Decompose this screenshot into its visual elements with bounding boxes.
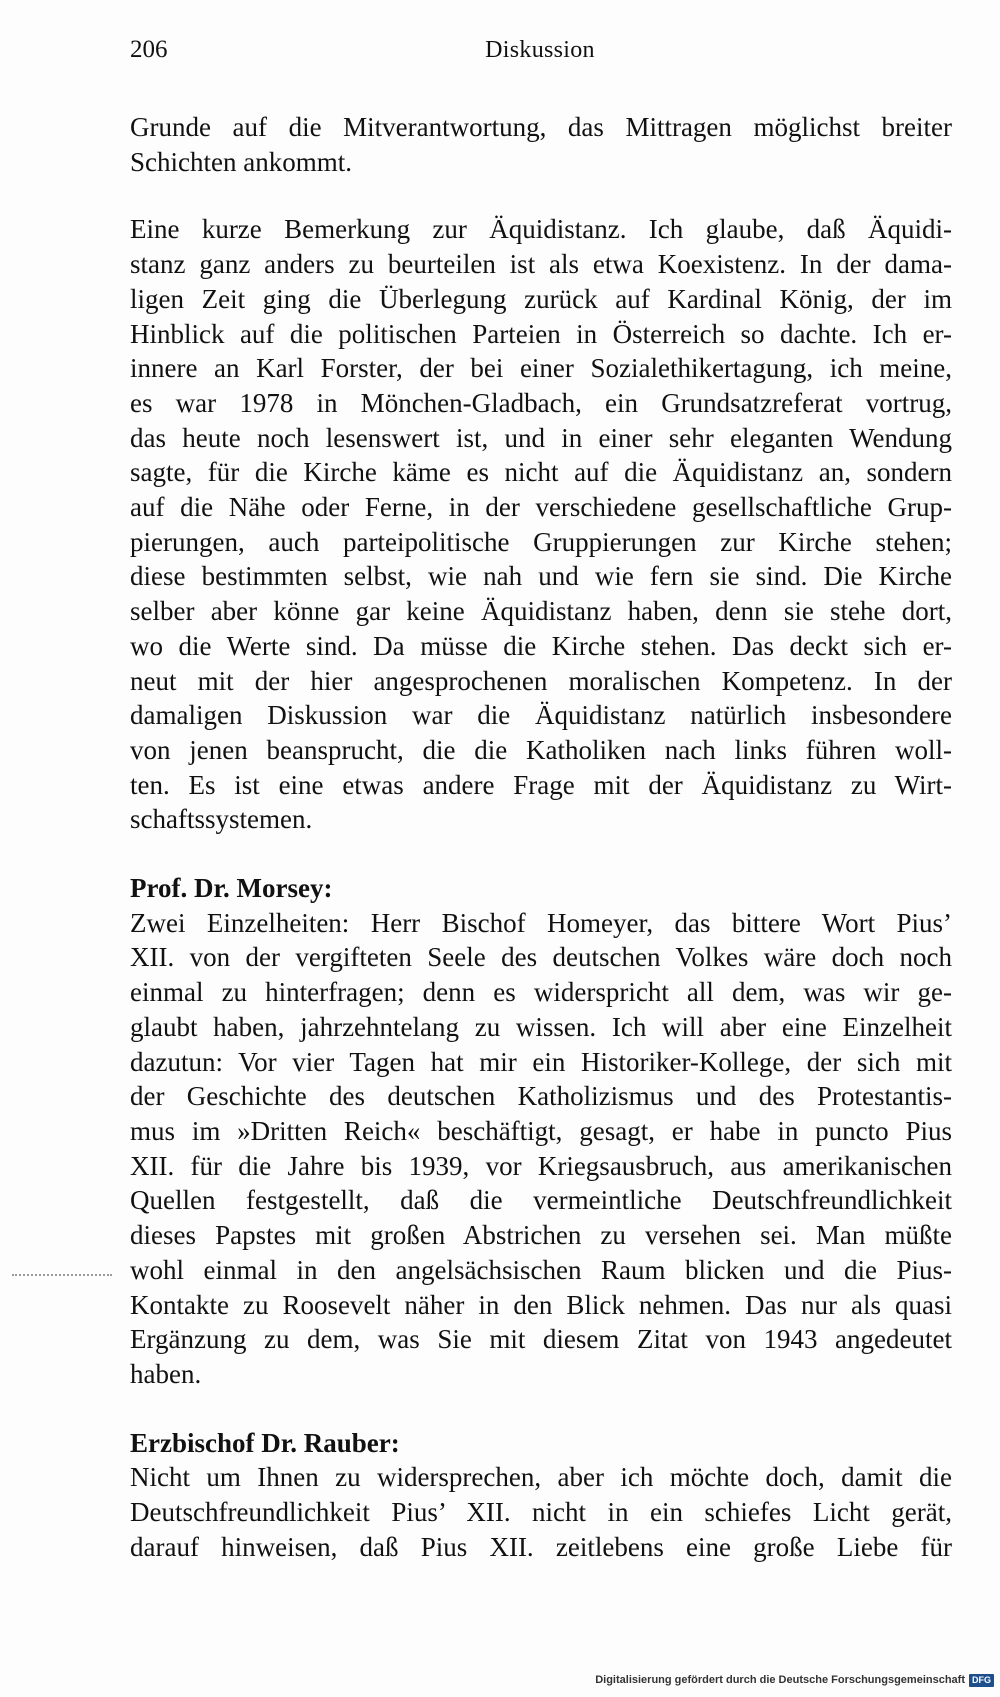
text-line: der Geschichte des deutschen Katholizismus und des Protestantis- bbox=[130, 1081, 952, 1112]
text-line: Nicht um Ihnen zu widersprechen, aber ich möchte doch, damit die bbox=[130, 1462, 952, 1493]
text-line: wo die Werte sind. Da müsse die Kirche stehen. Das deckt sich er- bbox=[130, 630, 952, 661]
text-line: ten. Es ist eine etwas andere Frage mit der Äquidistanz zu Wirt- bbox=[130, 769, 952, 800]
text-line: es war 1978 in Mönchen-Gladbach, ein Grundsatzreferat vortrug, bbox=[130, 387, 952, 418]
text-line: Kontakte zu Roosevelt näher in den Blick nehmen. Das nur als quasi bbox=[130, 1289, 952, 1320]
text-line: damaligen Diskussion war die Äquidistanz natürlich insbesondere bbox=[130, 700, 952, 731]
text-line: das heute noch lesenswert ist, und in einer sehr eleganten Wendung bbox=[130, 422, 952, 453]
text-line: Quellen festgestellt, daß die vermeintliche Deutschfreundlichkeit bbox=[130, 1185, 952, 1216]
page-number: 206 bbox=[130, 36, 168, 63]
text-line: diese bestimmten selbst, wie nah und wie fern sie sind. Die Kirche bbox=[130, 561, 952, 592]
text-line: darauf hinweisen, daß Pius XII. zeitlebens eine große Liebe für bbox=[130, 1531, 952, 1562]
text-line: ligen Zeit ging die Überlegung zurück auf Kardinal König, der im bbox=[130, 283, 952, 314]
paragraph bbox=[130, 1426, 952, 1565]
text-line: Deutschfreundlichkeit Pius’ XII. nicht in ein schiefes Licht gerät, bbox=[130, 1497, 952, 1528]
text-line: XII. von der vergifteten Seele des deutschen Volkes wäre doch noch bbox=[130, 942, 952, 973]
text-line: selber aber könne gar keine Äquidistanz haben, denn sie stehe dort, bbox=[130, 596, 952, 627]
text-line: Eine kurze Bemerkung zur Äquidistanz. Ich glaube, daß Äquidi- bbox=[130, 214, 952, 245]
text-line: sagte, für die Kirche käme es nicht auf die Äquidistanz an, sondern bbox=[130, 457, 952, 488]
text-line: innere an Karl Forster, der bei einer Sozialethikertagung, ich meine, bbox=[130, 353, 952, 384]
paragraph bbox=[130, 110, 952, 179]
speaker-name: Erzbischof Dr. Rauber: bbox=[130, 1427, 400, 1458]
running-head: Diskussion bbox=[485, 37, 595, 63]
text-line: haben. bbox=[130, 1358, 202, 1389]
text-line: stanz ganz anders zu beurteilen ist als etwa Koexistenz. In der dama- bbox=[130, 249, 952, 280]
paragraph bbox=[130, 871, 952, 1392]
text-line: Grunde auf die Mitverantwortung, das Mittragen möglichst breiter bbox=[130, 112, 952, 142]
text-line: dazutun: Vor vier Tagen hat mir ein Historiker-Kollege, der sich mit bbox=[130, 1046, 952, 1077]
text-line: schaftssystemen. bbox=[130, 804, 313, 835]
paragraph bbox=[130, 212, 952, 837]
scan-dotted-mark bbox=[12, 1274, 112, 1280]
page-header bbox=[130, 32, 950, 68]
text-line: Hinblick auf die politischen Parteien in Österreich so dachte. Ich er- bbox=[130, 318, 952, 349]
speaker-name: Prof. Dr. Morsey: bbox=[130, 873, 333, 904]
text-line: XII. für die Jahre bis 1939, vor Kriegsausbruch, aus amerikanischen bbox=[130, 1150, 952, 1181]
text-line: mus im »Dritten Reich« beschäftigt, gesagt, er habe in puncto Pius bbox=[130, 1115, 952, 1146]
text-line: pierungen, auch parteipolitische Gruppierungen zur Kirche stehen; bbox=[130, 526, 952, 557]
footer-text: Digitalisierung gefördert durch die Deutsche Forschungsgemeinschaft bbox=[595, 1674, 965, 1686]
body-text bbox=[130, 110, 952, 1598]
text-line: einmal zu hinterfragen; denn es widerspricht all dem, was wir ge- bbox=[130, 977, 952, 1008]
text-line: Ergänzung zu dem, was Sie mit diesem Zitat von 1943 angedeutet bbox=[130, 1324, 952, 1355]
text-line: von jenen beansprucht, die die Katholiken nach links führen woll- bbox=[130, 734, 952, 765]
text-line: glaubt haben, jahrzehntelang zu wissen. Ich will aber eine Einzelheit bbox=[130, 1011, 952, 1042]
text-line: Schichten ankommt. bbox=[130, 146, 352, 177]
text-line: wohl einmal in den angelsächsischen Raum blicken und die Pius- bbox=[130, 1254, 952, 1285]
digitization-footer bbox=[595, 1671, 994, 1689]
text-line: Zwei Einzelheiten: Herr Bischof Homeyer, das bittere Wort Pius’ bbox=[130, 907, 952, 938]
text-line: neut mit der hier angesprochenen moralischen Kompetenz. In der bbox=[130, 665, 952, 696]
text-line: dieses Papstes mit großen Abstrichen zu versehen sei. Man müßte bbox=[130, 1220, 952, 1251]
dfg-logo-icon: DFG bbox=[969, 1674, 994, 1687]
text-line: auf die Nähe oder Ferne, in der verschiedene gesellschaftliche Grup- bbox=[130, 492, 952, 523]
